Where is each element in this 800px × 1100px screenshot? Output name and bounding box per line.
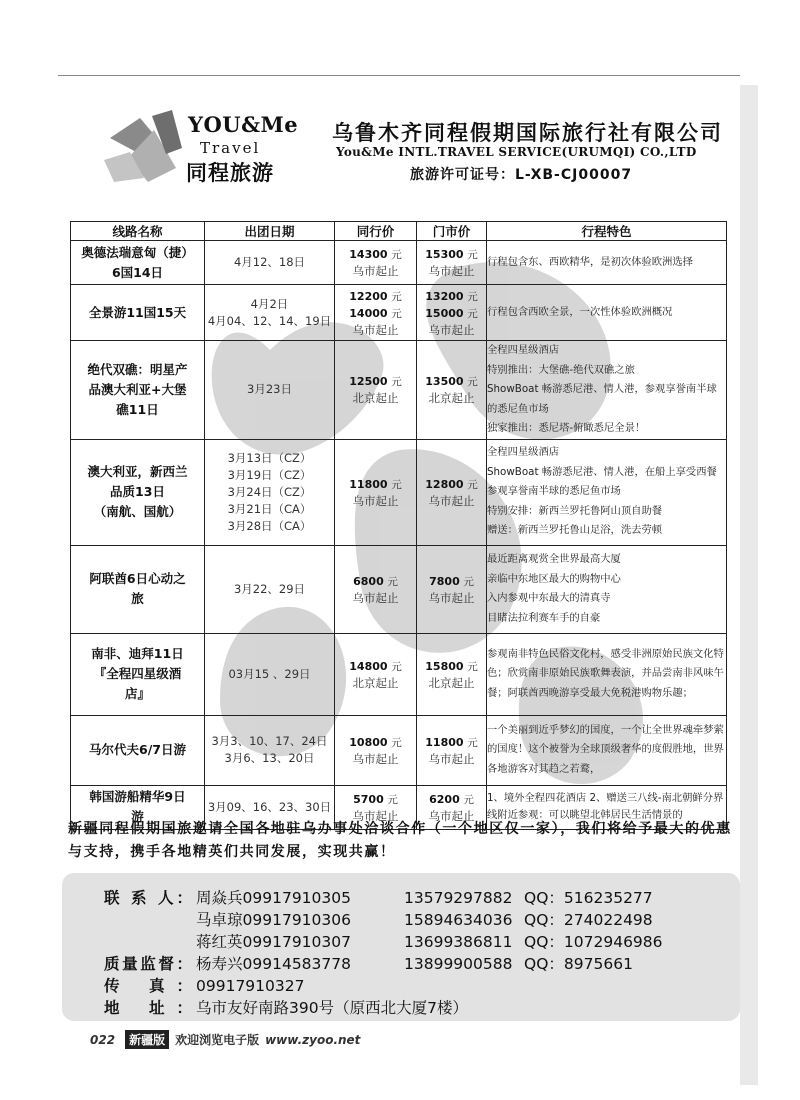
price-unit: 元 — [391, 478, 402, 491]
price-unit: 元 — [391, 307, 402, 320]
feature-line: 行程包含东、西欧精华，是初次体验欧洲选择 — [487, 255, 693, 268]
header-departure-date: 出团日期 — [205, 222, 335, 241]
feature-line: 独家推出：悉尼塔-俯瞰悉尼全景！ — [487, 422, 646, 434]
trade-price — [335, 285, 417, 341]
price-unit: 元 — [467, 736, 478, 749]
price-value: 11800 — [349, 477, 388, 491]
price-unit: 元 — [467, 290, 478, 303]
price-origin: 北京起止 — [428, 675, 475, 690]
price-origin: 乌市起止 — [428, 264, 475, 278]
top-rule — [58, 75, 740, 76]
departure-date: 3月24日（CZ） — [227, 484, 312, 499]
price-value: 7800 — [429, 574, 460, 588]
feature-line: 全程四星级酒店 — [487, 344, 560, 356]
table-row — [71, 439, 727, 545]
price-origin: 北京起止 — [352, 675, 399, 690]
departure-date: 3月19日（CZ） — [227, 467, 312, 482]
contact-mobile: 13699386811 — [404, 933, 513, 951]
departure-dates — [205, 545, 335, 633]
feature-line: ShowBoat 畅游悉尼港、情人港，参观享誉南半球的悉尼鱼市场 — [487, 383, 717, 415]
departure-dates — [205, 439, 335, 545]
table-row — [71, 715, 727, 785]
contact-row — [104, 887, 653, 909]
retail-price — [417, 285, 487, 341]
departure-date: 3月6、13、20日 — [224, 751, 315, 765]
price-value: 15300 — [425, 248, 464, 261]
departure-date: 3月13日（CZ） — [227, 450, 312, 465]
route-name — [71, 633, 205, 715]
fax-number: 09917910327 — [196, 977, 305, 995]
trip-table — [70, 221, 727, 830]
departure-date: 3月21日（CA） — [227, 501, 312, 516]
logo-wordmark: YOU&Me — [188, 112, 299, 137]
price-value: 6200 — [429, 792, 460, 806]
trip-features — [487, 715, 727, 785]
page-footer — [90, 1030, 360, 1049]
feature-line: 行程包含西欧全景，一次性体验欧洲概况 — [487, 305, 673, 318]
price-origin: 乌市起止 — [428, 808, 475, 823]
departure-dates — [205, 241, 335, 285]
address-text: 乌市友好南路390号（原西北大厦7楼） — [196, 999, 468, 1017]
route-name — [71, 545, 205, 633]
trade-price — [335, 545, 417, 633]
feature-line: 一个美丽到近乎梦幻的国度，一个让全世界魂牵梦萦的国度！这个被誉为全球顶级奢华的度假胜地，世界各地游客对其趋之若鹜， — [487, 723, 724, 775]
price-value: 12800 — [425, 477, 464, 491]
price-unit: 元 — [387, 793, 398, 806]
trade-price — [335, 633, 417, 715]
header-retail-price: 门市价 — [417, 222, 487, 241]
table-row — [71, 285, 727, 341]
price-unit: 元 — [467, 478, 478, 491]
route-name-line: 马尔代夫6/7日游 — [89, 742, 186, 757]
price-value: 13500 — [425, 375, 464, 389]
price-value: 15800 — [425, 659, 464, 673]
logo-travel-text: Travel — [200, 139, 261, 157]
feature-line: 最近距离观赏全世界最高大厦 — [487, 553, 621, 565]
address-row — [104, 997, 468, 1019]
route-name-line: 6国14日 — [111, 264, 164, 280]
contact-phone: 09917910305 — [242, 889, 351, 907]
contact-phone: 09917910307 — [242, 933, 351, 951]
price-origin: 乌市起止 — [428, 590, 475, 605]
feature-line: 参观享誉南半球的悉尼鱼市场 — [487, 485, 621, 498]
price-unit: 元 — [463, 575, 474, 588]
contact-name: 周焱兵 — [196, 889, 243, 907]
trip-features — [487, 241, 727, 285]
trip-features — [487, 545, 727, 633]
price-unit: 元 — [391, 376, 402, 389]
contact-phone: 09917910306 — [242, 911, 351, 929]
price-unit: 元 — [467, 660, 478, 673]
address-label: 地 址： — [104, 999, 192, 1017]
feature-line: ShowBoat 畅游悉尼港、情人港，在船上享受西餐 — [487, 465, 717, 478]
departure-date: 4月12、18日 — [233, 255, 306, 269]
price-unit: 元 — [463, 793, 474, 806]
contact-row — [104, 931, 663, 953]
price-value: 11800 — [425, 735, 464, 749]
cooperation-notice: 新疆同程假期国旅邀请全国各地驻乌办事处洽谈合作（一个地区仅一家），我们将给予最大的优惠与支持，携手各地精英们共同发展，实现共赢！ — [68, 821, 732, 860]
price-value: 5700 — [353, 792, 384, 806]
edition-badge: 新疆版 — [125, 1030, 169, 1049]
price-value: 14800 — [349, 659, 388, 673]
feature-line: 参观南非特色民俗文化村，感受非洲原始民族文化特色；欣赏南非原始民族歌舞表演，并品尝南非风味午餐；阿联酋西晚游享受最大免税港购物乐趣； — [487, 647, 724, 699]
route-name-line: 游 — [131, 809, 144, 824]
price-origin: 乌市起止 — [428, 322, 475, 337]
route-name-line: 『全程四星级酒 — [93, 666, 182, 681]
contact-name: 马卓琼 — [196, 911, 243, 929]
footer-text: 欢迎浏览电子版 — [175, 1033, 260, 1047]
route-name — [71, 241, 205, 285]
retail-price — [417, 715, 487, 785]
route-name-line: 品质13日 — [110, 484, 165, 499]
route-name-line: （南航、国航） — [93, 504, 182, 519]
route-name-line: 礁11日 — [116, 401, 159, 417]
price-unit: 元 — [467, 307, 478, 320]
logo-chinese-name: 同程旅游 — [186, 160, 274, 185]
fax-label: 传 真： — [104, 977, 192, 995]
table-header-row — [71, 222, 727, 241]
contact-qq: QQ：274022498 — [524, 911, 653, 929]
price-origin: 乌市起止 — [352, 751, 399, 766]
feature-line: 特别推出：大堡礁-绝代双礁之旅 — [487, 363, 635, 376]
price-origin: 乌市起止 — [352, 322, 399, 337]
contact-info — [104, 887, 663, 1019]
fax-row — [104, 975, 468, 997]
route-name-line: 阿联酋6日心动之 — [89, 571, 186, 586]
price-unit: 元 — [391, 249, 402, 261]
route-name-line: 绝代双礁：明星产 — [87, 361, 188, 377]
contact-qq: QQ：1072946986 — [524, 933, 663, 951]
price-origin: 乌市起止 — [352, 590, 399, 605]
license-number: 旅游许可证号：L-XB-CJ00007 — [410, 167, 633, 183]
route-name-line: 韩国游船精华9日 — [89, 789, 186, 804]
contact-phone: 09914583778 — [242, 955, 351, 973]
departure-date: 4月2日 — [250, 296, 289, 311]
company-name-english: You&Me INTL.TRAVEL SERVICE(URUMQI) CO.,LTD — [336, 145, 697, 159]
departure-date: 3月23日 — [247, 382, 292, 397]
trade-price — [335, 341, 417, 440]
price-origin: 乌市起止 — [352, 808, 399, 823]
price-value: 10800 — [349, 735, 388, 749]
departure-dates — [205, 633, 335, 715]
trip-features — [487, 633, 727, 715]
retail-price — [417, 633, 487, 715]
price-value: 14000 — [349, 306, 388, 320]
page-number: 022 — [90, 1033, 116, 1047]
price-unit: 元 — [467, 249, 478, 261]
contact-label: 质量监督： — [104, 955, 192, 973]
price-value: 14300 — [349, 248, 388, 261]
footer-url-link[interactable]: www.zyoo.net — [265, 1033, 361, 1047]
price-value: 15000 — [425, 306, 464, 320]
price-origin: 乌市起止 — [352, 493, 399, 508]
contact-row — [104, 953, 633, 975]
price-unit: 元 — [391, 736, 402, 749]
departure-dates — [205, 285, 335, 341]
route-name-line: 全景游11国15天 — [88, 304, 187, 320]
page-edge-bar — [740, 85, 758, 1085]
route-name-line: 旅 — [131, 591, 144, 606]
feature-line: 特别安排：新西兰罗托鲁阿山顶自助餐 — [487, 504, 663, 517]
contact-mobile: 13579297882 — [404, 889, 513, 907]
departure-dates — [205, 715, 335, 785]
retail-price — [417, 545, 487, 633]
price-origin: 北京起止 — [352, 391, 399, 406]
contact-label: 联 系 人： — [104, 889, 192, 907]
departure-date: 3月09、16、23、30日 — [207, 799, 332, 814]
feature-line: 全程四星级酒店 — [487, 446, 560, 459]
table-row — [71, 341, 727, 440]
contact-mobile: 13899900588 — [404, 955, 513, 973]
price-value: 6800 — [353, 574, 384, 588]
trip-features — [487, 341, 727, 440]
contact-name: 杨寿兴 — [196, 955, 243, 973]
company-name-chinese: 乌鲁木齐同程假期国际旅行社有限公司 — [332, 121, 723, 145]
feature-line: 赠送：新西兰罗托鲁山足浴，洗去劳顿 — [487, 524, 663, 537]
price-origin: 北京起止 — [428, 391, 475, 406]
departure-date: 3月22、29日 — [233, 581, 306, 596]
trade-price — [335, 439, 417, 545]
price-unit: 元 — [391, 290, 402, 303]
route-name-line: 澳大利亚，新西兰 — [87, 464, 188, 479]
table-row — [71, 545, 727, 633]
departure-date: 03月15 、29日 — [228, 666, 311, 681]
price-unit: 元 — [391, 660, 402, 673]
price-value: 13200 — [425, 289, 464, 303]
header-trade-price: 同行价 — [335, 222, 417, 241]
price-origin: 乌市起止 — [428, 751, 475, 766]
departure-date: 3月3、10、17、24日 — [211, 734, 328, 748]
feature-line: 入内参观中东最大的清真寺 — [487, 592, 611, 604]
retail-price — [417, 439, 487, 545]
feature-line: 1、境外全程四花酒店 2、赠送三八线-南北朝鲜分界线附近参观：可以眺望北韩居民生活情景的 — [487, 792, 724, 821]
route-name — [71, 285, 205, 341]
route-name — [71, 715, 205, 785]
contact-mobile: 15894634036 — [404, 911, 513, 929]
retail-price — [417, 341, 487, 440]
route-name-line: 奥德法瑞意匈（捷） — [81, 244, 194, 260]
trip-features — [487, 439, 727, 545]
departure-date: 3月28日（CA） — [227, 518, 312, 533]
price-unit: 元 — [467, 376, 478, 389]
feature-line: 目睹法拉利赛车手的自豪 — [487, 611, 601, 624]
retail-price — [417, 241, 487, 285]
contact-qq: QQ：8975661 — [524, 955, 633, 973]
table-row — [71, 633, 727, 715]
route-name-line: 南非、迪拜11日 — [91, 646, 184, 661]
departure-date: 4月04、12、14、19日 — [207, 313, 332, 328]
price-unit: 元 — [387, 575, 398, 588]
trip-features — [487, 285, 727, 341]
trade-price — [335, 715, 417, 785]
header-features: 行程特色 — [487, 222, 727, 241]
table-row — [71, 241, 727, 285]
contact-row — [104, 909, 653, 931]
route-name-line: 品澳大利亚+大堡 — [88, 381, 187, 397]
route-name — [71, 341, 205, 440]
departure-dates — [205, 341, 335, 440]
contact-qq: QQ：516235277 — [524, 889, 653, 907]
route-name — [71, 439, 205, 545]
price-origin: 乌市起止 — [352, 264, 399, 278]
contact-name: 蒋红英 — [196, 933, 243, 951]
price-origin: 乌市起止 — [428, 493, 475, 508]
header-route-name: 线路名称 — [71, 222, 205, 241]
feature-line: 亲临中东地区最大的购物中心 — [487, 572, 621, 585]
price-value: 12500 — [349, 375, 388, 389]
route-name-line: 店』 — [124, 686, 150, 701]
price-value: 12200 — [349, 289, 388, 303]
trade-price — [335, 241, 417, 285]
